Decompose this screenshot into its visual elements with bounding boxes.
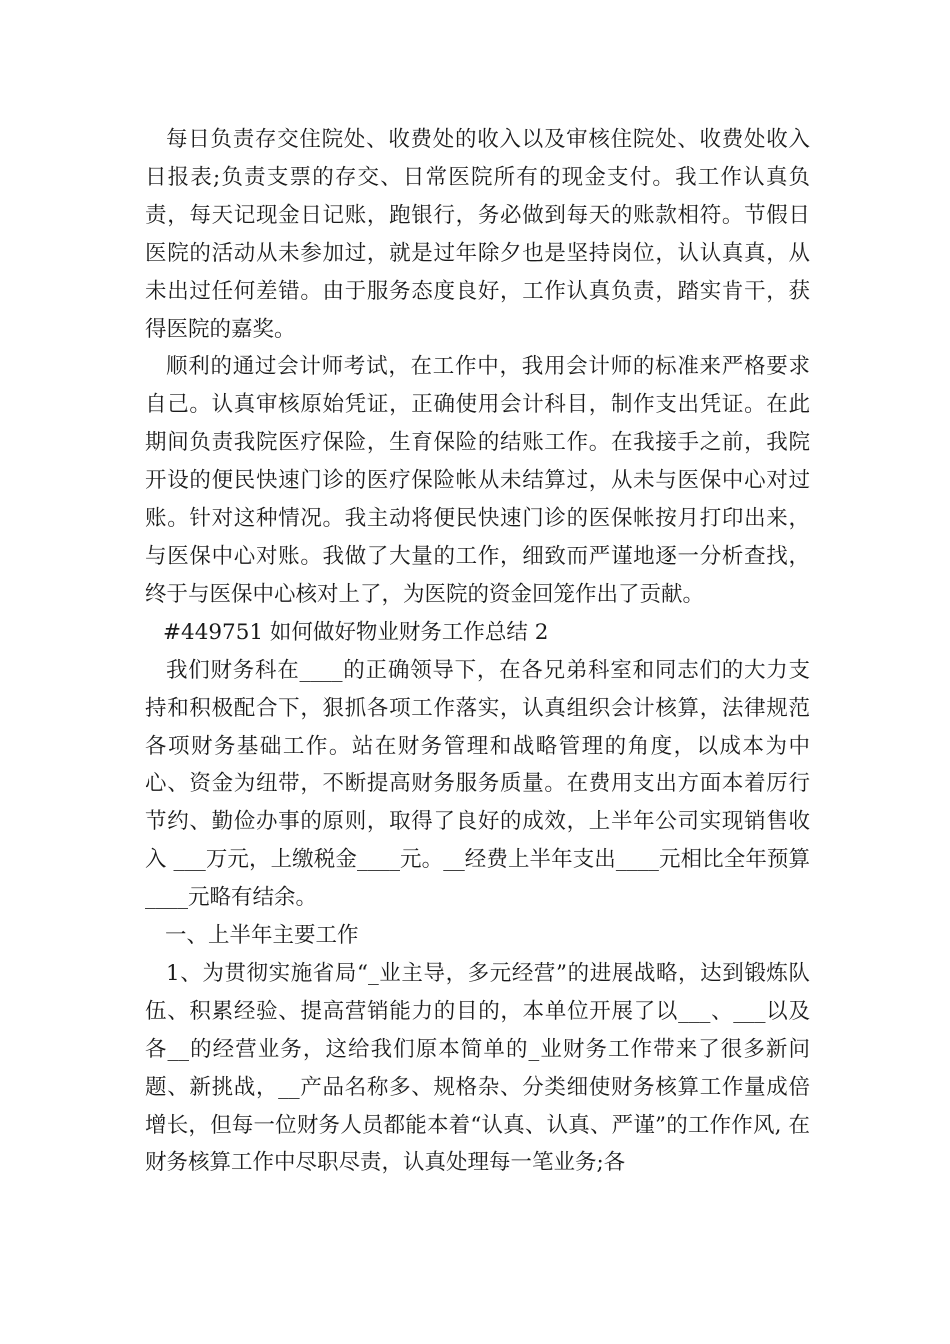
paragraph-finance-dept: 我们财务科在____的正确领导下，在各兄弟科室和同志们的大力支持和积极配合下，狠抓各项工作落实，认真组织会计核算，法律规范各项财务基础工作。站在财务管理和战略管理的角度，以成本为中心、资金为纽带，不断提高财务服务质量。在费用支出方面本着厉行节约、勤俭办事的原则，取得了良好的成效，上半年公司实现销售收入 ___万元，上缴税金____元。__经费上半年支出____元相比全年预算____元略有结余。 xyxy=(145,657,810,911)
paragraph-item-1: 1、为贯彻实施省局“_业主导，多元经营”的进展战略，达到锻炼队伍、积累经验、提高营销能力的目的，本单位开展了以___、___以及各__的经营业务，这给我们原本简单的_业财务工作带来了很多新问题、新挑战，__产品名称多、规格杂、分类细使财务核算工作量成倍增长，但每一位财务人员都能本着“认真、认真、严谨”的工作作风, 在财务核算工作中尽职尽责，认真处理每一笔业务;各 xyxy=(145,960,810,1176)
paragraph-cashier-duties: 每日负责存交住院处、收费处的收入以及审核住院处、收费处收入日报表;负责支票的存交、日常医院所有的现金支付。我工作认真负责，每天记现金日记账，跑银行，务必做到每天的账款相符。节假日医院的活动从未参加过，就是过年除夕也是坚持岗位，认认真真，从未出过任何差错。由于服务态度良好，工作认真负责，踏实肯干，获得医院的嘉奖。 xyxy=(145,127,810,342)
section-heading: 一、上半年主要工作 xyxy=(165,923,359,949)
section-title: #449751 如何做好物业财务工作总结 2 xyxy=(163,619,549,645)
paragraph-accountant-exam: 顺利的通过会计师考试，在工作中，我用会计师的标准来严格要求自己。认真审核原始凭证，正确使用会计科目，制作支出凭证。在此期间负责我院医疗保险，生育保险的结账工作。在我接手之前，我院开设的便民快速门诊的医疗保险帐从未结算过，从未与医保中心对过账。针对这种情况。我主动将便民快速门诊的医保帐按月打印出来，与医保中心对账。我做了大量的工作，细致而严谨地逐一分析查找，终于与医保中心核对上了，为医院的资金回笼作出了贡献。 xyxy=(145,354,810,607)
document-body xyxy=(145,121,810,1182)
